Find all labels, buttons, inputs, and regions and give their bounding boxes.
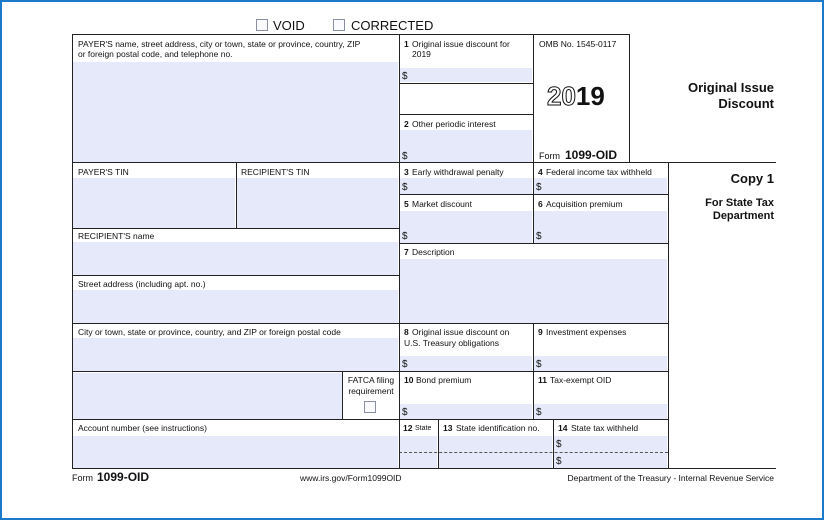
box11-number: 11 xyxy=(538,375,547,385)
recipient-tin-label: RECIPIENT'S TIN xyxy=(241,167,310,177)
rule xyxy=(533,34,534,243)
box9-number: 9 xyxy=(538,327,543,337)
box3-number: 3 xyxy=(404,167,409,177)
payer-label-2: or foreign postal code, and telephone no. xyxy=(78,49,233,59)
rule xyxy=(236,162,237,228)
footer-form-prefix: Form xyxy=(72,473,93,483)
footer-url[interactable]: www.irs.gov/Form1099OID xyxy=(300,473,402,483)
box1-label-2: 2019 xyxy=(412,49,431,59)
city-label: City or town, state or province, country, and ZIP or foreign postal code xyxy=(78,327,341,337)
box1-number: 1 xyxy=(404,39,409,49)
box11-dollar: $ xyxy=(536,407,542,418)
box8-field[interactable] xyxy=(400,356,532,371)
box9-dollar: $ xyxy=(536,359,542,370)
fatca-label-line1: FATCA filing xyxy=(347,375,395,385)
payer-tin-label: PAYER'S TIN xyxy=(78,167,129,177)
box5-number: 5 xyxy=(404,199,409,209)
box14-dollar-2: $ xyxy=(556,456,562,467)
box2-dollar: $ xyxy=(402,151,408,162)
rule xyxy=(629,34,630,162)
rule xyxy=(399,114,533,115)
box10-label: Bond premium xyxy=(416,375,472,385)
corrected-checkbox[interactable] xyxy=(333,19,345,31)
box5-dollar: $ xyxy=(402,231,408,242)
box8-number: 8 xyxy=(404,327,409,337)
rule xyxy=(399,243,668,244)
form-name: 1099-OID xyxy=(565,148,618,162)
box10-number: 10 xyxy=(404,375,414,385)
box12-number: 12 xyxy=(403,423,413,433)
account-number-label: Account number (see instructions) xyxy=(78,423,207,433)
form-1099-oid xyxy=(2,2,822,518)
tax-year xyxy=(547,82,605,110)
rule xyxy=(72,275,399,276)
box1-dollar: $ xyxy=(402,71,408,82)
box12-label: State xyxy=(415,425,432,432)
box14-number: 14 xyxy=(558,423,568,433)
rule xyxy=(399,83,533,84)
box14-dollar: $ xyxy=(556,439,562,450)
footer-form-name: 1099-OID xyxy=(97,470,150,484)
box3-field[interactable] xyxy=(400,178,532,194)
copy-destination-line1: For State Tax xyxy=(705,197,774,209)
box7-field[interactable] xyxy=(400,259,667,323)
box8-label-2: U.S. Treasury obligations xyxy=(404,338,499,348)
box11-field[interactable] xyxy=(534,404,667,419)
box7-label: Description xyxy=(412,247,455,257)
box1-field[interactable] xyxy=(400,68,532,82)
box9-field[interactable] xyxy=(534,356,667,371)
fatca-checkbox[interactable] xyxy=(364,401,376,413)
rule xyxy=(72,323,399,324)
omb-number: OMB No. 1545-0117 xyxy=(539,39,617,49)
state-dashed-rule xyxy=(399,452,668,453)
footer-department: Department of the Treasury - Internal Revenue Service xyxy=(567,473,774,483)
street-address-label: Street address (including apt. no.) xyxy=(78,279,206,289)
rule xyxy=(438,419,439,468)
form-title-line2: Discount xyxy=(718,96,774,111)
box2-label: Other periodic interest xyxy=(412,119,496,129)
rule xyxy=(553,419,554,468)
box4-field[interactable] xyxy=(534,178,667,194)
box8-label: Original issue discount on xyxy=(412,327,510,337)
recipient-name-field[interactable] xyxy=(73,242,398,275)
box10-field[interactable] xyxy=(400,404,532,419)
box9-label: Investment expenses xyxy=(546,327,627,337)
payer-field[interactable] xyxy=(73,62,398,162)
rule xyxy=(72,371,668,372)
payer-label: PAYER'S name, street address, city or town, state or province, country, ZIP xyxy=(78,39,361,49)
account-number-field[interactable] xyxy=(73,436,398,468)
box2-field[interactable] xyxy=(400,130,532,162)
void-label: VOID xyxy=(273,18,305,33)
rule xyxy=(533,323,534,419)
box14-label: State tax withheld xyxy=(571,423,639,433)
form-title-line1: Original Issue xyxy=(688,80,774,95)
box3-dollar: $ xyxy=(402,182,408,193)
copy-title: Copy 1 xyxy=(730,171,774,186)
corrected-label: CORRECTED xyxy=(351,18,434,33)
city-field[interactable] xyxy=(73,338,398,371)
box4-number: 4 xyxy=(538,167,543,177)
fatca-label xyxy=(343,375,399,397)
blank-field[interactable] xyxy=(73,373,342,419)
box2-number: 2 xyxy=(404,119,409,129)
street-address-field[interactable] xyxy=(73,290,398,323)
rule xyxy=(72,419,668,420)
recipient-name-label: RECIPIENT'S name xyxy=(78,231,155,241)
box8-dollar: $ xyxy=(402,359,408,370)
box1-label: Original issue discount for xyxy=(412,39,510,49)
copy-destination xyxy=(662,197,774,223)
rule xyxy=(72,34,73,468)
fatca-label-line2: requirement xyxy=(348,386,394,396)
box10-dollar: $ xyxy=(402,407,408,418)
copy-destination-line2: Department xyxy=(712,210,774,222)
box6-dollar: $ xyxy=(536,231,542,242)
recipient-tin-field[interactable] xyxy=(237,178,398,228)
box5-field[interactable] xyxy=(400,211,532,243)
box6-field[interactable] xyxy=(534,211,667,243)
box11-label: Tax-exempt OID xyxy=(550,375,612,385)
box7-number: 7 xyxy=(404,247,409,257)
box6-number: 6 xyxy=(538,199,543,209)
form-prefix: Form xyxy=(539,151,560,161)
rule xyxy=(72,228,399,229)
box6-label: Acquisition premium xyxy=(546,199,623,209)
box4-label: Federal income tax withheld xyxy=(546,167,652,177)
box5-label: Market discount xyxy=(412,199,472,209)
box13-number: 13 xyxy=(443,423,453,433)
rule xyxy=(72,34,630,35)
box3-label: Early withdrawal penalty xyxy=(412,167,504,177)
void-checkbox[interactable] xyxy=(256,19,268,31)
tax-year-suffix: 19 xyxy=(575,81,605,111)
box13-label: State identification no. xyxy=(456,423,540,433)
rule xyxy=(72,162,776,163)
tax-year-prefix: 20 xyxy=(547,81,576,111)
payer-tin-field[interactable] xyxy=(73,178,235,228)
box4-dollar: $ xyxy=(536,182,542,193)
form-title xyxy=(642,80,774,112)
rule xyxy=(399,34,400,468)
rule xyxy=(72,468,776,469)
